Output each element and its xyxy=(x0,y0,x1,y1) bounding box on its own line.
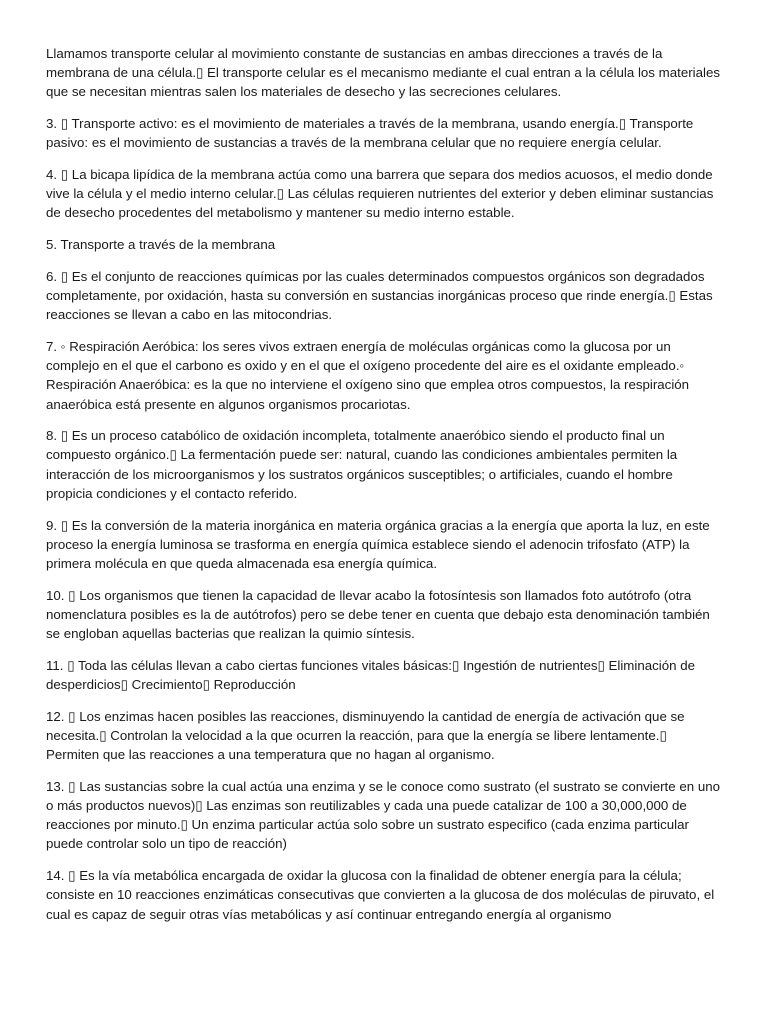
paragraph-11: 11. ▯ Toda las células llevan a cabo ciertas funciones vitales básicas:▯ Ingestión de nutrientes▯ Eliminación de desperdicios▯ Crecimiento▯ Reproducción xyxy=(46,657,695,692)
paragraph-7: 7. ◦ Respiración Aeróbica: los seres vivos extraen energía de moléculas orgánicas como la glucosa por un complejo en el que el carbono es oxido y en el que el oxígeno procedente del aire es el oxidante empleado.◦ Respiración Anaeróbica: es la que no interviene el oxígeno sino que emplea otros compuestos, la respiración anaeróbica está presente en algunos organismos procariotas. xyxy=(46,338,690,412)
paragraph-14: 14. ▯ Es la vía metabólica encargada de oxidar la glucosa con la finalidad de obtener energía para la célula; consiste en 10 reacciones enzimáticas consecutivas que convierten a la glucosa de dos moléculas de piruvato, el cual es capaz de seguir otras vías metabólicas y así continuar entregando energía al organismo xyxy=(46,868,715,922)
paragraph-intro: Llamamos transporte celular al movimiento constante de sustancias en ambas direcciones a través de la membrana de una célula.▯ El transporte celular es el mecanismo mediante el cual entran a la célula los materiales que se necesitan mientras salen los materiales de desecho y las secreciones celulares. xyxy=(46,46,720,100)
paragraph-9: 9. ▯ Es la conversión de la materia inorgánica en materia orgánica gracias a la energía que aporta la luz, en este proceso la energía luminosa se trasforma en energía química establece siendo el adenocin trifosfato (ATP) la primera molécula en que queda almacenada esa energía química. xyxy=(46,517,710,571)
paragraph-12: 12. ▯ Los enzimas hacen posibles las reacciones, disminuyendo la cantidad de energía de activación que se necesita.▯ Controlan la velocidad a la que ocurren la reacción, para que la energía se libere lentamente.▯ Permiten que las reacciones a una temperatura que no hagan al organismo. xyxy=(46,708,685,763)
paragraph-5: 5. Transporte a través de la membrana xyxy=(46,237,276,253)
paragraph-6: 6. ▯ Es el conjunto de reacciones químicas por las cuales determinados compuestos orgánicos son degradados completamente, por oxidación, hasta su conversión en sustancias inorgánicas proceso que rinde energía.▯ Estas reacciones se llevan a cabo en las mitocondrias. xyxy=(46,268,713,323)
paragraph-4: 4. ▯ La bicapa lipídica de la membrana actúa como una barrera que separa dos medios acuosos, el medio donde vive la célula y el medio interno celular.▯ Las células requieren nutrientes del exterior y deben eliminar sustancias de desecho procedentes del metabolismo y mantener su medio interno estable. xyxy=(46,167,714,221)
paragraph-10: 10. ▯ Los organismos que tienen la capacidad de llevar acabo la fotosíntesis son llamados foto autótrofo (otra nomenclatura posibles es la de autótrofos) pero se debe tener en cuenta que debajo esta denominación también se engloban aquellas bacterias que realizan la quimio síntesis. xyxy=(46,587,710,642)
paragraph-3: 3. ▯ Transporte activo: es el movimiento de materiales a través de la membrana, usando energía.▯ Transporte pasivo: es el movimiento de sustancias a través de la membrana celular que no requiere energía celular. xyxy=(46,116,694,151)
paragraph-13: 13. ▯ Las sustancias sobre la cual actúa una enzima y se le conoce como sustrato (el sustrato se convierte en uno o más productos nuevos)▯ Las enzimas son reutilizables y cada una puede catalizar de 100 a 30,000,000 de reacciones por minuto.▯ Un enzima particular actúa solo sobre un sustrato especifico (cada enzima particular puede controlar solo un tipo de reacción) xyxy=(46,778,721,852)
paragraph-8: 8. ▯ Es un proceso catabólico de oxidación incompleta, totalmente anaeróbico siendo el producto final un compuesto orgánico.▯ La fermentación puede ser: natural, cuando las condiciones ambientales permiten la interacción de los microorganismos y los sustratos orgánicos susceptibles; o artificiales, cuando el hombre propicia condiciones y el contacto referido. xyxy=(46,428,678,501)
